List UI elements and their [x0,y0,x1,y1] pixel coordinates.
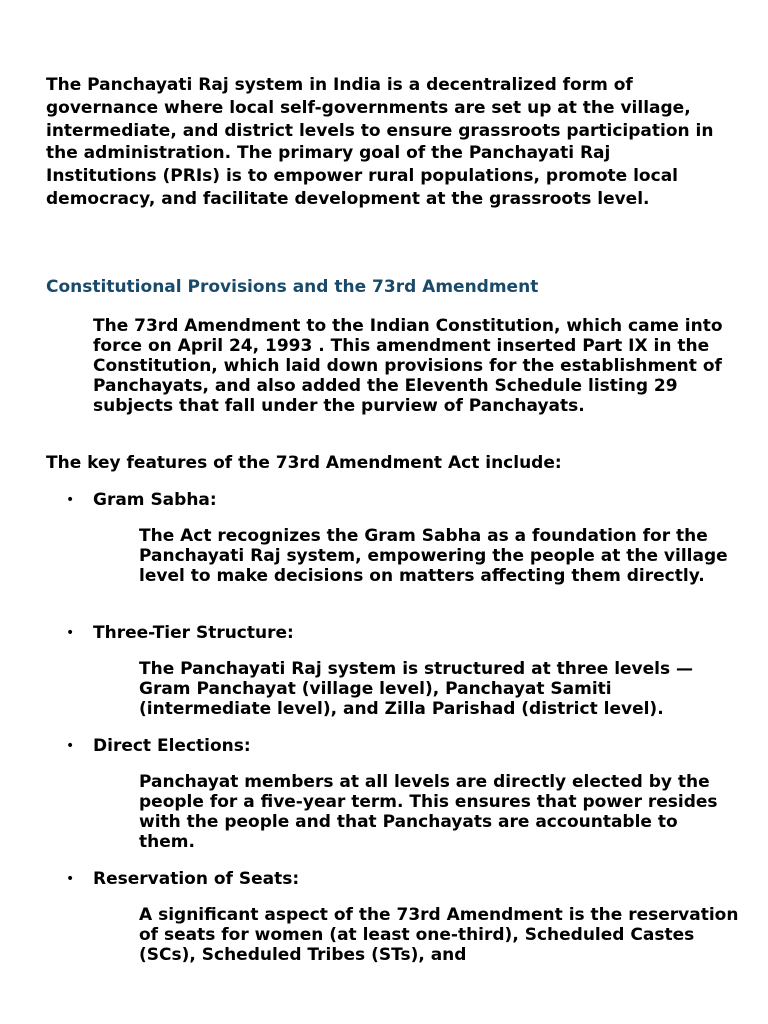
feature-description: Panchayat members at all levels are directly elected by the people for a five-year term. This ensures that power resides with the people and that Panchayats are accountable to them. [139,772,718,852]
bullet-icon: • [66,625,75,641]
section-heading: Constitutional Provisions and the 73rd Amendment [46,277,539,297]
feature-title: Reservation of Seats: [93,869,300,889]
bullet-icon: • [66,738,75,754]
feature-title: Direct Elections: [93,736,251,756]
amendment-paragraph: The 73rd Amendment to the Indian Constitution, which came into force on April 24, 1993 . This amendment inserted Part IX in the Constitution, which laid down provisions for the establishment of Panchayats, and also added the Eleventh Schedule listing 29 subjects that fall under the purview of Panchayats. [93,316,723,416]
bullet-icon: • [66,492,75,508]
feature-description: The Panchayati Raj system is structured at three levels —Gram Panchayat (village level), Panchayat Samiti (intermediate level), and Zilla Parishad (district level). [139,659,694,719]
feature-description: The Act recognizes the Gram Sabha as a foundation for the Panchayati Raj system, empowering the people at the village level to make decisions on matters affecting them directly. [139,526,728,586]
feature-title: Gram Sabha: [93,490,217,510]
features-intro: The key features of the 73rd Amendment Act include: [46,453,562,473]
bullet-icon: • [66,871,75,887]
intro-paragraph: The Panchayati Raj system in India is a decentralized form of governance where local self-governments are set up at the village, intermediate, and district levels to ensure grassroots participation in the administration. The primary goal of the Panchayati Raj Institutions (PRIs) is to empower rural populations, promote local democracy, and facilitate development at the grassroots level. [46,75,714,209]
feature-description: A significant aspect of the 73rd Amendment is the reservation of seats for women (at least one-third), Scheduled Castes (SCs), Scheduled Tribes (STs), and [139,905,739,965]
feature-title: Three-Tier Structure: [93,623,294,643]
